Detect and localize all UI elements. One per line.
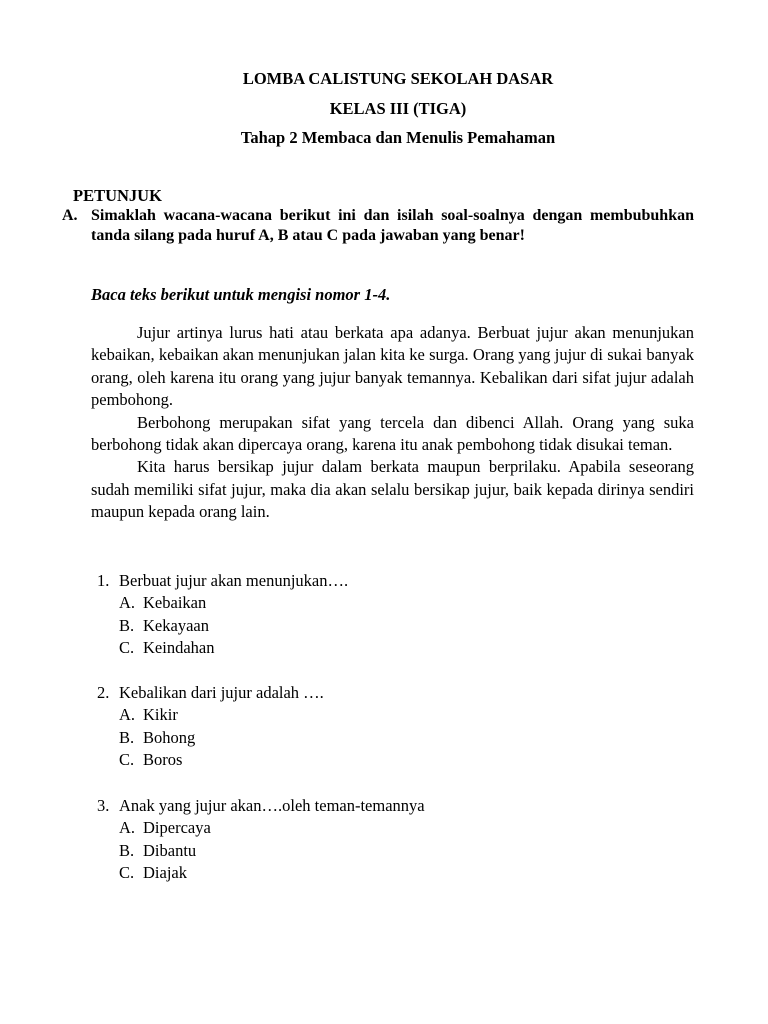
question-number: 3. [97, 796, 110, 815]
document-title: LOMBA CALISTUNG SEKOLAH DASAR [242, 69, 554, 88]
option-letter: A. [119, 593, 136, 613]
reading-passage [91, 322, 694, 524]
question-2 [91, 682, 694, 772]
instructions-heading: PETUNJUK [73, 186, 162, 205]
option-letter: B. [119, 727, 135, 747]
option-a[interactable] [91, 704, 694, 726]
question-text: Berbuat jujur akan menunjukan…. [119, 571, 349, 590]
option-a[interactable] [91, 817, 694, 839]
option-text: Bohong [143, 727, 196, 747]
passage-paragraph: Jujur artinya lurus hati atau berkata apa adanya. Berbuat jujur akan menunjukan kebaikan, kebaikan akan menunjukan jalan kita ke surga. Orang yang jujur di sukai banyak orang, oleh karena itu orang yang jujur banyak temannya. Kebalikan dari sifat jujur adalah pembohong. [91, 323, 694, 410]
option-b[interactable] [91, 727, 694, 749]
option-text: Boros [143, 750, 183, 770]
question-text: Kebalikan dari jujur adalah …. [119, 683, 324, 702]
option-text: Kekayaan [143, 615, 209, 635]
question-row [91, 795, 694, 817]
option-letter: B. [119, 615, 135, 635]
option-c[interactable] [91, 749, 694, 771]
option-letter: C. [119, 750, 135, 770]
option-a[interactable] [91, 592, 694, 614]
passage-paragraph: Berbohong merupakan sifat yang tercela dan dibenci Allah. Orang yang suka berbohong tidak akan dipercaya orang, karena itu anak pembohong tidak disukai teman. [91, 412, 694, 455]
question-text: Anak yang jujur akan….oleh teman-temannya [119, 796, 425, 815]
option-text: Dipercaya [143, 818, 211, 838]
option-b[interactable] [91, 615, 694, 637]
question-row [91, 682, 694, 704]
option-letter: A. [119, 705, 136, 725]
question-3 [91, 795, 694, 885]
option-letter: C. [119, 863, 135, 883]
option-text: Dibantu [143, 840, 197, 860]
question-number: 1. [97, 571, 110, 590]
question-number: 2. [97, 683, 110, 702]
stage-subtitle: Tahap 2 Membaca dan Menulis Pemahaman [240, 128, 556, 147]
class-line: KELAS III (TIGA) [329, 99, 467, 118]
question-1 [91, 570, 694, 660]
option-letter: B. [119, 840, 135, 860]
option-letter: A. [119, 818, 136, 838]
option-c[interactable] [91, 862, 694, 884]
option-b[interactable] [91, 840, 694, 862]
option-text: Kikir [143, 705, 178, 725]
option-text: Keindahan [143, 638, 215, 658]
option-letter: C. [119, 638, 135, 658]
question-row [91, 570, 694, 592]
instructions-letter: A. [62, 207, 78, 224]
reading-note: Baca teks berikut untuk mengisi nomor 1-4. [91, 285, 391, 304]
instructions-text: Simaklah wacana-wacana berikut ini dan isilah soal-soalnya dengan membubuhkan tanda silang pada huruf A, B atau C pada jawaban yang benar! [91, 207, 694, 244]
option-text: Kebaikan [143, 593, 207, 613]
option-text: Diajak [143, 863, 187, 883]
option-c[interactable] [91, 637, 694, 659]
passage-paragraph: Kita harus bersikap jujur dalam berkata maupun berprilaku. Apabila seseorang sudah memiliki sifat jujur, maka dia akan selalu bersikap jujur, baik kepada dirinya sendiri maupun kepada orang lain. [91, 457, 694, 522]
